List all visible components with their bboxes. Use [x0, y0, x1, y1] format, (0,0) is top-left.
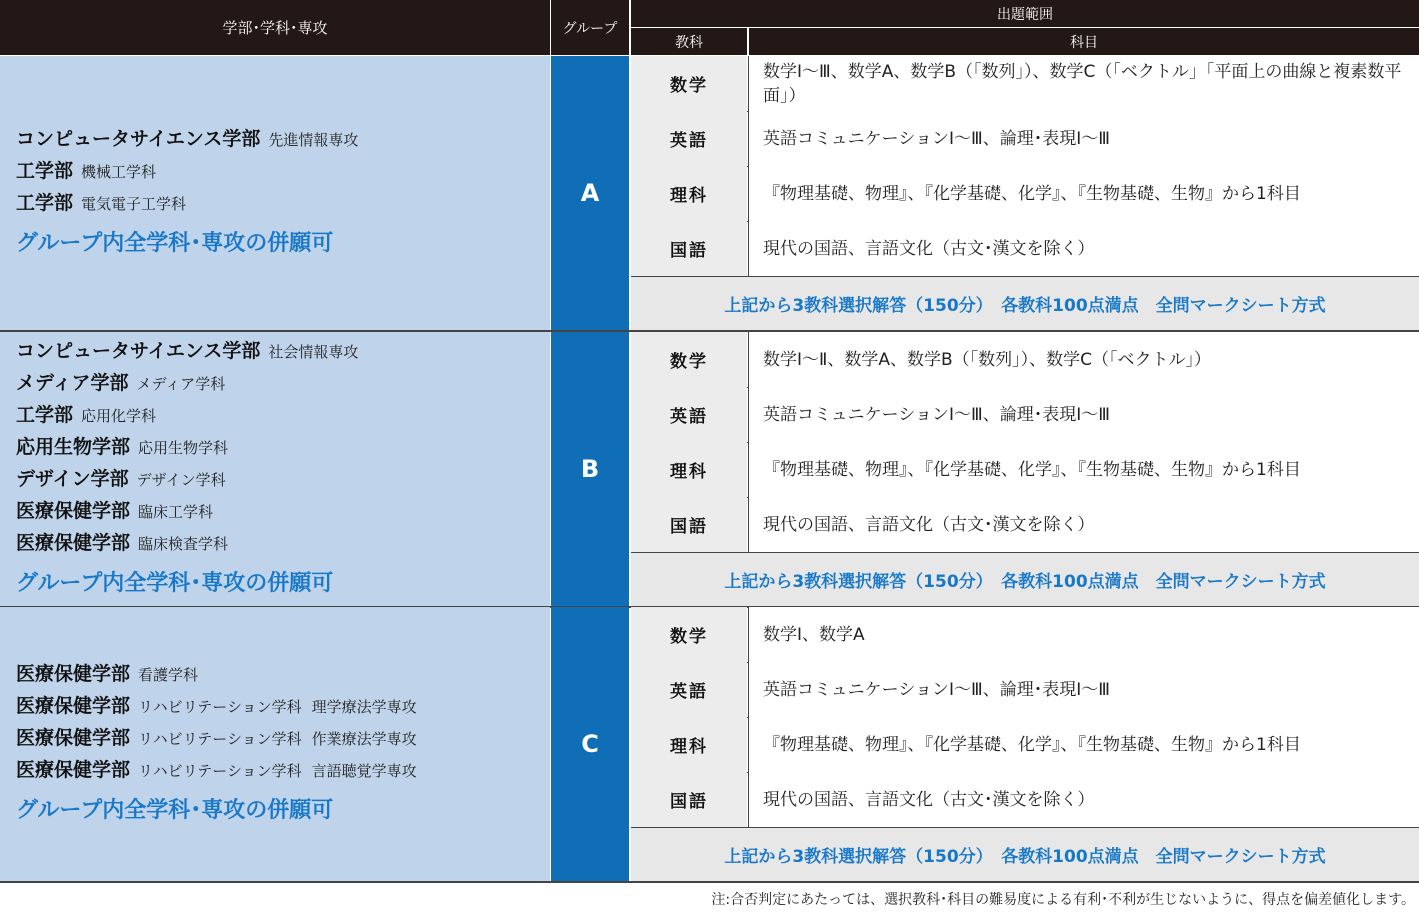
faculty-name: 工学部 [16, 160, 74, 182]
faculty-name: 工学部 [16, 404, 74, 426]
department-row [16, 528, 550, 560]
subject-name: 国語 [631, 772, 747, 827]
faculty-name: デザイン学部 [16, 468, 129, 490]
subject-content: 『物理基礎、物理』、『化学基礎、化学』、『生物基礎、生物』から1科目 [749, 442, 1419, 497]
course-name: 応用生物学科 [138, 439, 229, 457]
subject-name: 国語 [631, 221, 747, 276]
faculty-name: コンピュータサイエンス学部 [16, 340, 261, 362]
faculty-name: 応用生物学部 [16, 436, 131, 458]
header-subject-label: 教科 [675, 34, 703, 51]
subject-name: 理科 [631, 717, 747, 772]
department-row [16, 400, 550, 432]
header-topic-label: 科目 [1070, 34, 1098, 51]
subject-name: 英語 [631, 387, 747, 442]
department-row [16, 464, 550, 496]
subject-name: 理科 [631, 166, 747, 221]
combined-application-note: グループ内全学科･専攻の併願可 [16, 798, 334, 823]
course-name: 電気電子工学科 [81, 195, 187, 213]
course-name: リハビリテーション学科 [138, 762, 302, 780]
course-name: 看護学科 [138, 666, 199, 684]
department-row [16, 432, 550, 464]
subject-content: 英語コミュニケーションⅠ～Ⅲ、論理･表現Ⅰ～Ⅲ [749, 387, 1419, 442]
subject-content: 現代の国語、言語文化（古文･漢文を除く） [749, 772, 1419, 827]
department-row [16, 496, 550, 528]
group-a-departments [0, 56, 550, 330]
department-row [16, 156, 550, 188]
combined-application-note: グループ内全学科･専攻の併願可 [16, 571, 334, 596]
faculty-name: 工学部 [16, 192, 74, 214]
subject-content: 現代の国語、言語文化（古文･漢文を除く） [749, 221, 1419, 276]
subject-name: 国語 [631, 497, 747, 552]
subject-name: 数学 [631, 332, 747, 387]
subject-content: 英語コミュニケーションⅠ～Ⅲ、論理･表現Ⅰ～Ⅲ [749, 111, 1419, 166]
department-row [16, 368, 550, 400]
column-divider [748, 607, 749, 827]
department-row [16, 336, 550, 368]
header-range-label: 出題範囲 [997, 6, 1053, 23]
subject-content: 数学Ⅰ～Ⅲ、数学A、数学B（「数列」）、数学C（「ベクトル」「平面上の曲線と複素数平面」） [749, 56, 1419, 111]
column-divider [748, 332, 749, 552]
subject-name: 数学 [631, 607, 747, 662]
subject-content: 現代の国語、言語文化（古文･漢文を除く） [749, 497, 1419, 552]
header-range [631, 0, 1419, 27]
header-group-label: グループ [562, 20, 618, 37]
major-name: 作業療法学専攻 [311, 730, 417, 748]
course-name: 臨床工学科 [138, 503, 214, 521]
subject-name: 理科 [631, 442, 747, 497]
course-name: 先進情報専攻 [268, 131, 359, 149]
department-row [16, 188, 550, 220]
faculty-name: 医療保健学部 [16, 500, 131, 522]
major-name: 言語聴覚学専攻 [311, 762, 417, 780]
group-label: C [551, 607, 629, 881]
subject-name: 数学 [631, 56, 747, 111]
faculty-name: コンピュータサイエンス学部 [16, 128, 261, 150]
major-name: 理学療法学専攻 [311, 698, 417, 716]
combined-application-note: グループ内全学科･専攻の併願可 [16, 231, 334, 256]
subject-content: 数学Ⅰ～Ⅱ、数学A、数学B（「数列」）、数学C（「ベクトル」） [749, 332, 1419, 387]
header-dept-label: 学部･学科･専攻 [222, 19, 328, 37]
header-topic [749, 28, 1419, 55]
course-name: リハビリテーション学科 [138, 698, 302, 716]
department-row [16, 691, 550, 723]
department-row [16, 124, 550, 156]
course-name: メディア学科 [136, 375, 226, 393]
subject-name: 英語 [631, 662, 747, 717]
course-name: 機械工学科 [81, 163, 157, 181]
course-name: 臨床検査学科 [138, 535, 229, 553]
faculty-name: 医療保健学部 [16, 695, 131, 717]
exam-summary: 上記から3教科選択解答（150分） 各教科100点満点 全問マークシート方式 [631, 277, 1419, 330]
faculty-name: 医療保健学部 [16, 759, 131, 781]
subject-name: 英語 [631, 111, 747, 166]
footnote: 注:合否判定にあたっては、選択教科･科目の難易度による有利･不利が生じないように、得点を偏差値化します。 [711, 892, 1415, 908]
department-row [16, 723, 550, 755]
faculty-name: メディア学部 [16, 372, 129, 394]
table-bottom-border [0, 881, 1419, 883]
subject-content: 数学Ⅰ、数学A [749, 607, 1419, 662]
course-name: デザイン学科 [136, 471, 226, 489]
header-dept [0, 0, 550, 55]
column-divider [748, 56, 749, 276]
exam-summary: 上記から3教科選択解答（150分） 各教科100点満点 全問マークシート方式 [631, 553, 1419, 606]
faculty-name: 医療保健学部 [16, 663, 131, 685]
course-name: 社会情報専攻 [268, 343, 359, 361]
group-b-departments [0, 332, 550, 606]
subject-content: 『物理基礎、物理』、『化学基礎、化学』、『生物基礎、生物』から1科目 [749, 166, 1419, 221]
group-label: B [551, 332, 629, 606]
header-group [551, 0, 629, 55]
header-subject [631, 28, 747, 55]
department-row [16, 755, 550, 787]
faculty-name: 医療保健学部 [16, 727, 131, 749]
subject-content: 英語コミュニケーションⅠ～Ⅲ、論理･表現Ⅰ～Ⅲ [749, 662, 1419, 717]
course-name: 応用化学科 [81, 407, 157, 425]
group-c-departments [0, 607, 550, 881]
subject-content: 『物理基礎、物理』、『化学基礎、化学』、『生物基礎、生物』から1科目 [749, 717, 1419, 772]
group-label: A [551, 56, 629, 330]
faculty-name: 医療保健学部 [16, 532, 131, 554]
exam-summary: 上記から3教科選択解答（150分） 各教科100点満点 全問マークシート方式 [631, 828, 1419, 881]
course-name: リハビリテーション学科 [138, 730, 302, 748]
department-row [16, 659, 550, 691]
